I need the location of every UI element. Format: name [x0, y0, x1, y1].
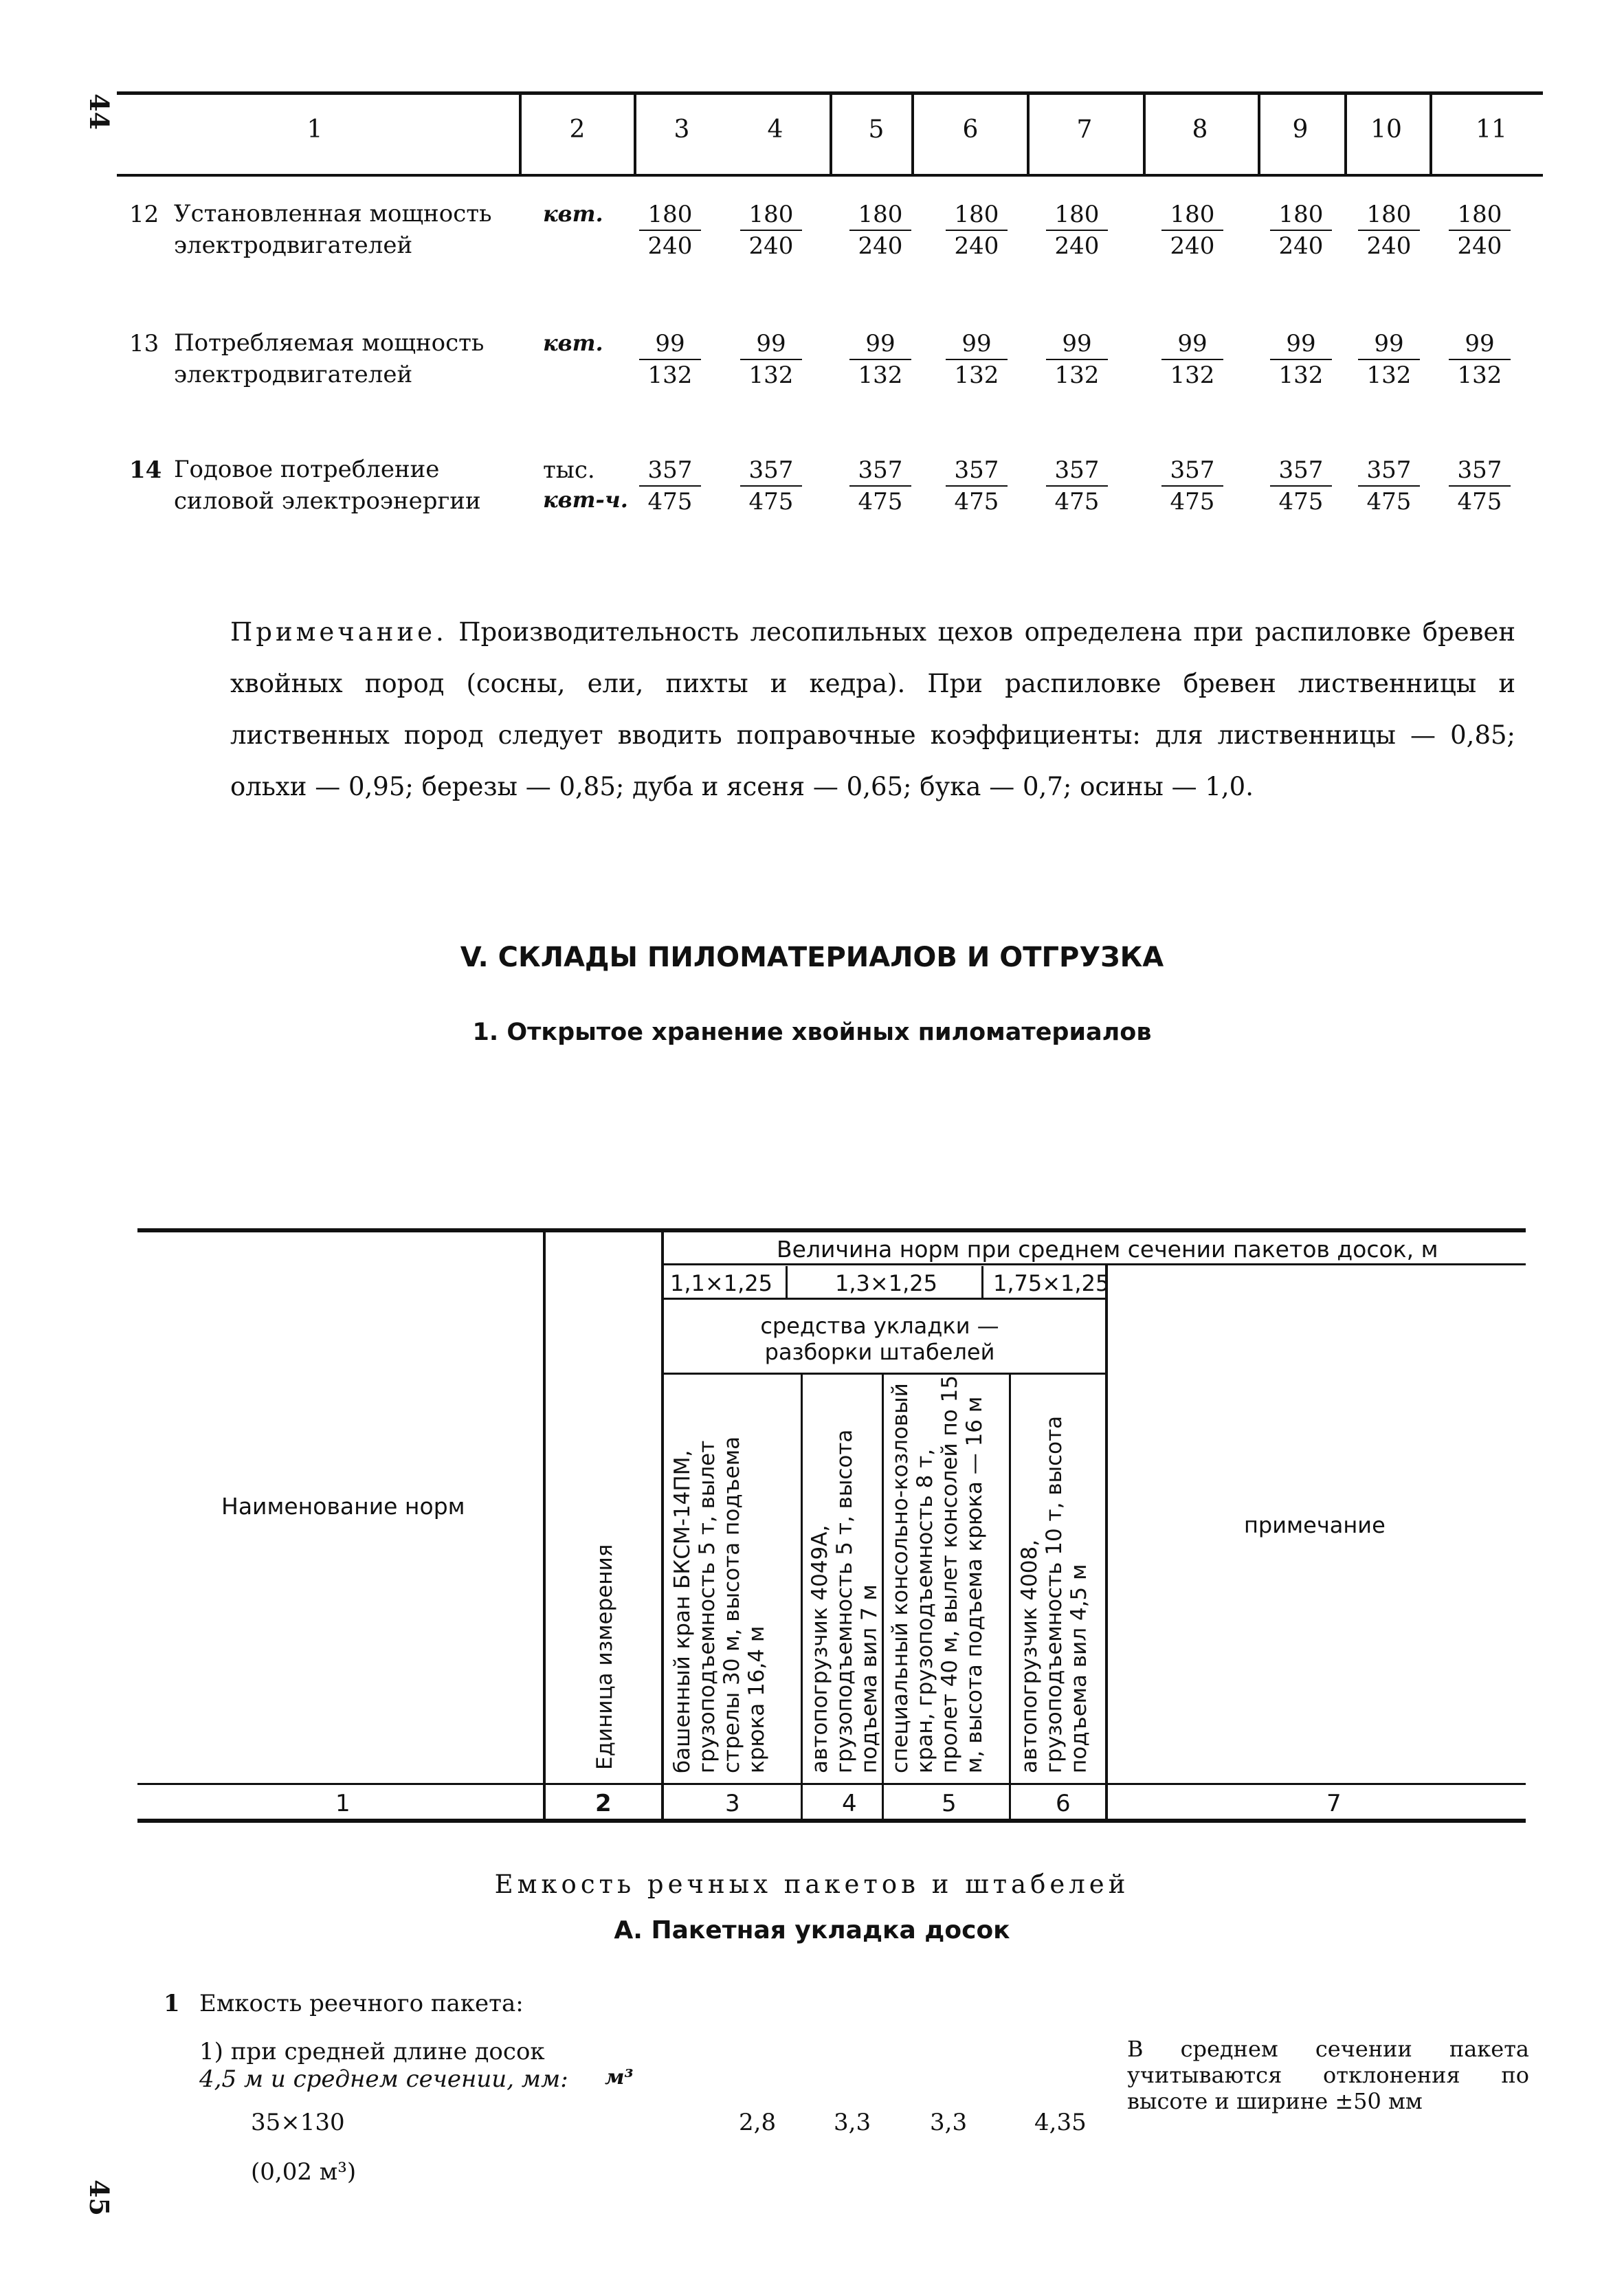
- section-2: 1,3×1,25: [835, 1270, 937, 1296]
- fraction-value: [946, 455, 1008, 517]
- item-value-4: 4,35: [1034, 2109, 1087, 2136]
- row-name: Годовое потребление силовой электроэнергии: [174, 456, 481, 515]
- fraction-numerator: 180: [1161, 199, 1223, 231]
- t2-num-1: 1: [335, 1790, 351, 1817]
- row-sep: [661, 1298, 1105, 1300]
- header-col-9: 9: [1292, 115, 1309, 144]
- fraction-numerator: 99: [1449, 329, 1511, 360]
- item-value-3: 3,3: [930, 2109, 968, 2136]
- fraction-numerator: 99: [740, 329, 802, 360]
- col-unit-header: Единица измерения: [592, 1544, 617, 1770]
- header-col-11: 11: [1476, 115, 1507, 144]
- item-unit: м³: [605, 2065, 634, 2089]
- t2-num-5: 5: [942, 1790, 957, 1817]
- fraction-numerator: 357: [1161, 455, 1223, 487]
- col-sep: [830, 95, 832, 174]
- sub1-line2: 4,5 м и среднем сечении, мм:: [199, 2065, 568, 2093]
- fraction-denominator: 240: [1170, 232, 1215, 260]
- fraction-value: [1358, 455, 1420, 517]
- fraction-value: [639, 329, 701, 390]
- col-sep: [661, 1232, 664, 1819]
- fraction-numerator: 357: [1358, 455, 1420, 487]
- fraction-denominator: 475: [1054, 488, 1100, 515]
- fraction-denominator: 240: [748, 232, 794, 260]
- fraction-value: [1358, 329, 1420, 390]
- fraction-value: [1270, 329, 1332, 390]
- header-col-8: 8: [1192, 115, 1208, 144]
- fraction-value: [1046, 329, 1108, 390]
- subheading-spaced: Емкость речных пакетов и штабелей: [494, 1870, 1130, 1899]
- fraction-value: [1358, 199, 1420, 261]
- item-size-note: (0,02 м³): [251, 2158, 357, 2186]
- fraction-numerator: 180: [1270, 199, 1332, 231]
- fraction-numerator: 99: [1046, 329, 1108, 360]
- col-note-header: примечание: [1244, 1512, 1386, 1538]
- fraction-numerator: 180: [946, 199, 1008, 231]
- fraction-numerator: 99: [946, 329, 1008, 360]
- row-unit: квт.: [543, 330, 603, 356]
- fraction-denominator: 475: [1366, 488, 1412, 515]
- row-name: Установленная мощность электродвигателей: [174, 200, 492, 259]
- fraction-denominator: 475: [647, 488, 693, 515]
- sub1-line1: 1) при средней длине досок: [199, 2038, 545, 2065]
- fraction-value: [849, 199, 911, 261]
- fraction-value: [1161, 329, 1223, 390]
- fraction-numerator: 180: [1358, 199, 1420, 231]
- section-3: 1,75×1,25: [993, 1270, 1110, 1296]
- col-sep: [882, 1373, 884, 1819]
- row-sep: [661, 1263, 1526, 1265]
- fraction-denominator: 132: [748, 362, 794, 389]
- row-unit-line2: квт-ч.: [543, 487, 628, 513]
- item1-label: Емкость реечного пакета:: [199, 1990, 524, 2017]
- col-sep: [911, 95, 914, 174]
- fraction-value: [1270, 199, 1332, 261]
- col-sep: [801, 1373, 803, 1819]
- fraction-denominator: 240: [1366, 232, 1412, 260]
- means-1: башенный кран БКСМ-14ПМ, грузоподъемность 5 т, вылет стрелы 30 м, высота подъема крюка 16,4 м: [670, 1436, 769, 1773]
- fraction-numerator: 357: [1449, 455, 1511, 487]
- col-sep: [1258, 95, 1260, 174]
- table2-top-rule: [137, 1228, 1526, 1232]
- header-col-4: 4: [767, 115, 783, 144]
- group-header: Величина норм при среднем сечении пакетов досок, м: [777, 1236, 1438, 1263]
- t2-num-2: 2: [595, 1790, 612, 1817]
- fraction-value: [1449, 329, 1511, 390]
- fraction-denominator: 132: [1457, 362, 1502, 389]
- fraction-denominator: 240: [954, 232, 999, 260]
- row-name: Потребляемая мощность электродвигателей: [174, 329, 485, 388]
- fraction-numerator: 99: [849, 329, 911, 360]
- fraction-denominator: 240: [647, 232, 693, 260]
- means-header: средства укладки — разборки штабелей: [760, 1313, 999, 1365]
- header-col-5: 5: [868, 115, 885, 144]
- fraction-denominator: 475: [858, 488, 903, 515]
- means-4: автопогрузчик 4008, грузоподъемность 10 т, высота подъема вил 4,5 м: [1017, 1415, 1091, 1773]
- fraction-denominator: 475: [748, 488, 794, 515]
- col-sep: [786, 1266, 788, 1298]
- subsection-title: 1. Открытое хранение хвойных пиломатериалов: [472, 1019, 1152, 1046]
- t2-num-4: 4: [842, 1790, 857, 1817]
- fraction-value: [740, 329, 802, 390]
- fraction-value: [639, 455, 701, 517]
- fraction-value: [740, 455, 802, 517]
- page-number-top: 44: [83, 93, 115, 130]
- table1-header-rule: [117, 174, 1543, 177]
- t2-num-6: 6: [1056, 1790, 1071, 1817]
- header-col-6: 6: [962, 115, 979, 144]
- section-title: V. СКЛАДЫ ПИЛОМАТЕРИАЛОВ И ОТГРУЗКА: [460, 942, 1164, 973]
- header-col-10: 10: [1370, 115, 1402, 144]
- fraction-denominator: 132: [647, 362, 693, 389]
- fraction-denominator: 132: [1278, 362, 1324, 389]
- note-label: Примечание.: [230, 617, 447, 647]
- header-col-7: 7: [1076, 115, 1093, 144]
- fraction-denominator: 240: [858, 232, 903, 260]
- fraction-numerator: 180: [849, 199, 911, 231]
- col-sep: [981, 1266, 983, 1298]
- table2-bottom-rule: [137, 1819, 1526, 1823]
- fraction-numerator: 180: [1449, 199, 1511, 231]
- fraction-numerator: 357: [740, 455, 802, 487]
- page-number-bottom: 45: [83, 2180, 115, 2216]
- fraction-numerator: 99: [1161, 329, 1223, 360]
- fraction-denominator: 132: [1366, 362, 1412, 389]
- col-sep: [1027, 95, 1030, 174]
- col-sep: [1105, 1265, 1108, 1819]
- row-unit-line1: тыс.: [543, 456, 595, 484]
- fraction-value: [1270, 455, 1332, 517]
- fraction-denominator: 475: [1457, 488, 1502, 515]
- item1-number: 1: [164, 1990, 180, 2017]
- item-size: 35×130: [251, 2109, 345, 2136]
- fraction-value: [639, 199, 701, 261]
- item-value-1: 2,8: [739, 2109, 777, 2136]
- fraction-denominator: 132: [1170, 362, 1215, 389]
- fraction-value: [1449, 199, 1511, 261]
- fraction-numerator: 99: [639, 329, 701, 360]
- fraction-numerator: 357: [849, 455, 911, 487]
- fraction-numerator: 180: [639, 199, 701, 231]
- fraction-numerator: 357: [639, 455, 701, 487]
- fraction-denominator: 240: [1457, 232, 1502, 260]
- table2-body-rule: [137, 1783, 1526, 1785]
- fraction-denominator: 475: [954, 488, 999, 515]
- row-number: 13: [129, 330, 159, 357]
- fraction-denominator: 475: [1170, 488, 1215, 515]
- fraction-value: [849, 455, 911, 517]
- fraction-denominator: 132: [954, 362, 999, 389]
- col-sep: [634, 95, 636, 174]
- fraction-numerator: 357: [1046, 455, 1108, 487]
- row-number: 12: [129, 201, 159, 228]
- col-sep: [1430, 95, 1432, 174]
- fraction-value: [1161, 455, 1223, 517]
- fraction-value: [946, 329, 1008, 390]
- item-remark: В среднем сечении пакета учитываются отклонения по высоте и ширине ±50 мм: [1127, 2036, 1529, 2114]
- fraction-value: [1046, 455, 1108, 517]
- col-sep: [1009, 1373, 1011, 1819]
- col-name-header: Наименование норм: [221, 1493, 465, 1520]
- fraction-denominator: 132: [1054, 362, 1100, 389]
- fraction-numerator: 180: [1046, 199, 1108, 231]
- header-col-1: 1: [307, 115, 323, 144]
- fraction-value: [1046, 199, 1108, 261]
- note-text: Производительность лесопильных цехов определена при распиловке бревен хвойных пород (сосны, ели, пихты и кедра). При распиловке бревен лиственницы и лиственных пород следует вводить поправочные коэффициенты: для лиственницы — 0,85; ольхи — 0,95; березы — 0,85; дуба и ясеня — 0,65; бука — 0,7; осины — 1,0.: [230, 617, 1516, 801]
- fraction-value: [1449, 455, 1511, 517]
- fraction-numerator: 357: [1270, 455, 1332, 487]
- fraction-denominator: 475: [1278, 488, 1324, 515]
- fraction-numerator: 180: [740, 199, 802, 231]
- header-col-2: 2: [569, 115, 586, 144]
- col-sep: [1344, 95, 1347, 174]
- fraction-value: [1161, 199, 1223, 261]
- item-value-2: 3,3: [834, 2109, 871, 2136]
- col-sep: [519, 95, 522, 174]
- fraction-numerator: 357: [946, 455, 1008, 487]
- t2-num-3: 3: [725, 1790, 740, 1817]
- means-3: специальный консольно-козловый кран, грузоподъемность 8 т, пролет 40 м, вылет консолей по 15 м, высота подъема крюка — 16 м: [888, 1375, 987, 1773]
- fraction-value: [740, 199, 802, 261]
- header-col-3: 3: [674, 115, 690, 144]
- fraction-denominator: 132: [858, 362, 903, 389]
- fraction-denominator: 240: [1054, 232, 1100, 260]
- fraction-value: [849, 329, 911, 390]
- fraction-numerator: 99: [1270, 329, 1332, 360]
- fraction-numerator: 99: [1358, 329, 1420, 360]
- t2-num-7: 7: [1326, 1790, 1342, 1817]
- row-unit: квт.: [543, 201, 603, 227]
- fraction-denominator: 240: [1278, 232, 1324, 260]
- means-2: автопогрузчик 4049А, грузоподъемность 5 т, высота подъема вил 7 м: [808, 1429, 882, 1773]
- subheading-bold: А. Пакетная укладка досок: [614, 1916, 1010, 1944]
- section-1: 1,1×1,25: [670, 1270, 772, 1296]
- col-sep: [543, 1232, 546, 1819]
- fraction-value: [946, 199, 1008, 261]
- note-paragraph: [230, 606, 1515, 812]
- col-sep: [1143, 95, 1146, 174]
- row-number: 14: [129, 456, 162, 484]
